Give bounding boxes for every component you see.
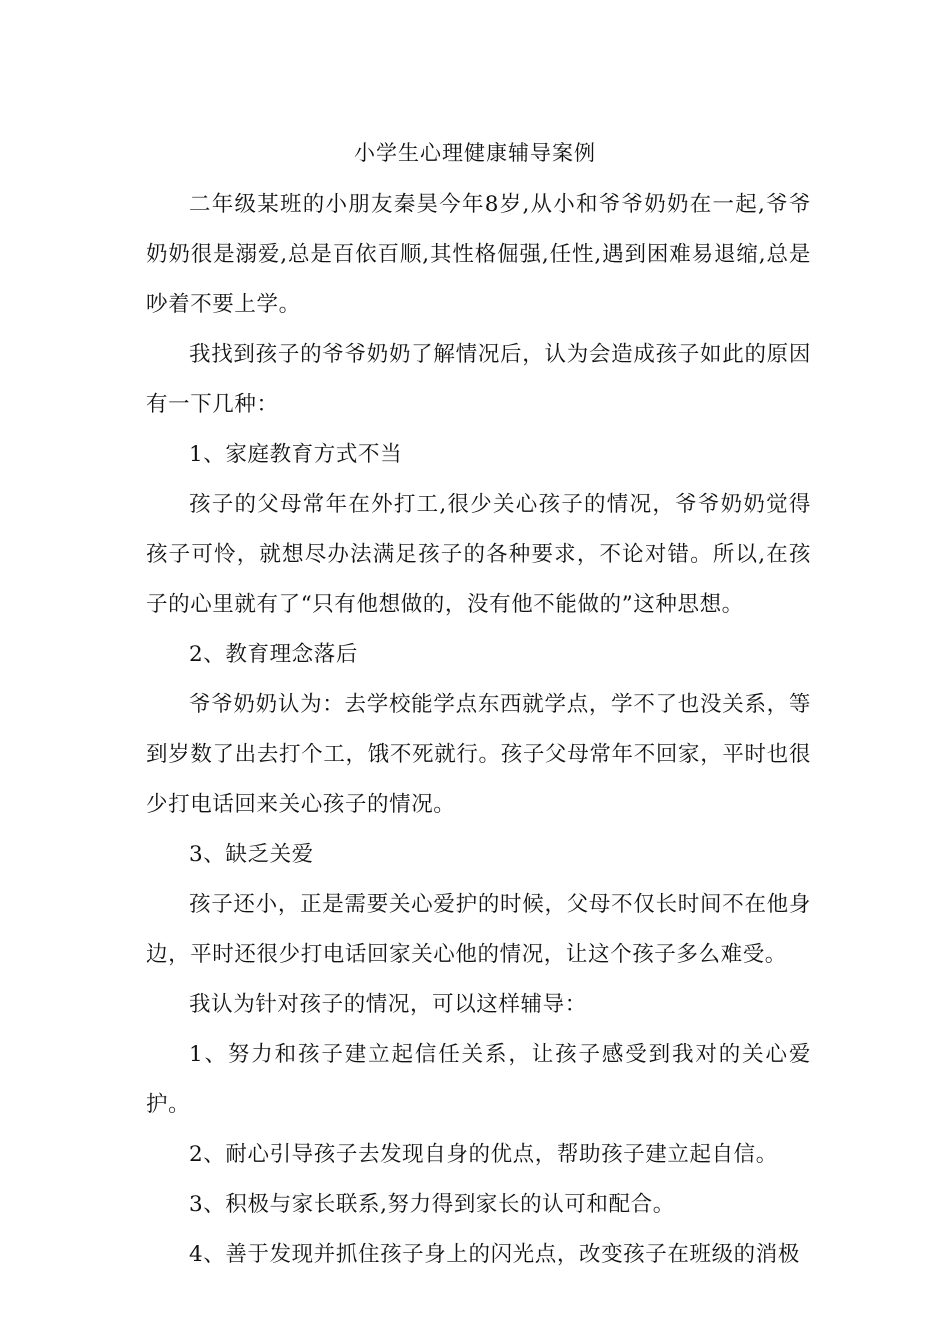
list-item-confidence: 2、耐心引导孩子去发现自身的优点，帮助孩子建立起自信。 (189, 1142, 778, 1167)
document-title: 小学生心理健康辅导案例 (354, 141, 596, 165)
paragraph-lack-of-care: 孩子还小，正是需要关心爱护的时候，父母不仅长时间不在他身边，平时还很少打电话回家关心他的情况，让这个孩子多么难受。 (146, 892, 811, 967)
paragraph-intro: 二年级某班的小朋友秦昊今年8岁,从小和爷爷奶奶在一起,爷爷奶奶很是溺爱,总是百依百顺,其性格倔强,任性,遇到困难易退缩,总是吵着不要上学。 (146, 192, 811, 317)
heading-family-education: 1、家庭教育方式不当 (189, 442, 403, 467)
paragraph-findings: 我找到孩子的爷爷奶奶了解情况后，认为会造成孩子如此的原因有一下几种： (146, 342, 811, 417)
list-item-highlights: 4、善于发现并抓住孩子身上的闪光点，改变孩子在班级的消极 (189, 1242, 800, 1267)
paragraph-guidance-intro: 我认为针对孩子的情况，可以这样辅导： (189, 992, 587, 1017)
list-item-parents: 3、积极与家长联系,努力得到家长的认可和配合。 (189, 1192, 675, 1217)
list-item-trust: 1、努力和孩子建立起信任关系，让孩子感受到我对的关心爱护。 (146, 1042, 811, 1117)
heading-education-concept: 2、教育理念落后 (189, 642, 358, 667)
heading-lack-of-care: 3、缺乏关爱 (189, 842, 314, 867)
paragraph-education-concept: 爷爷奶奶认为：去学校能学点东西就学点，学不了也没关系，等到岁数了出去打个工，饿不死就行。孩子父母常年不回家，平时也很少打电话回来关心孩子的情况。 (146, 692, 811, 817)
paragraph-family-education: 孩子的父母常年在外打工,很少关心孩子的情况，爷爷奶奶觉得孩子可怜，就想尽办法满足孩子的各种要求，不论对错。所以,在孩子的心里就有了“只有他想做的，没有他不能做的”这种思想。 (146, 492, 811, 617)
document-body (146, 180, 811, 1280)
